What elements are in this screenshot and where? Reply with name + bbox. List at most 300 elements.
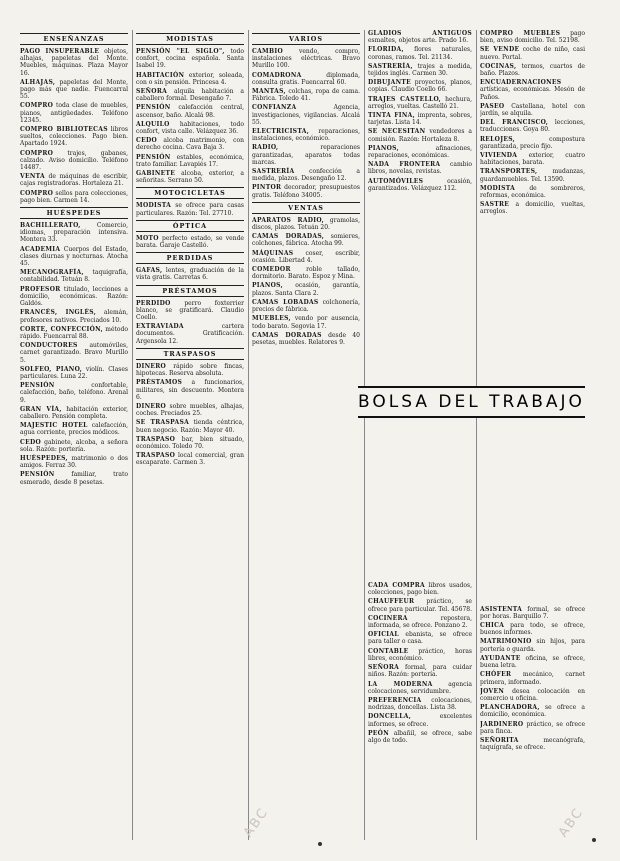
ad-body: perfecto estado, se vende barata. Garaje Castelló. [136,234,244,250]
ad-heading: MANTAS, [252,88,286,96]
ad-body: ocasión, garantizados. Velázquez 112. [368,177,472,192]
ad-heading: CAMAS DORADAS [252,331,322,339]
ad-body: coche de niño, casi nuevo. Portal. [480,46,585,61]
ad-body: agencia colocaciones, servidumbre. [368,680,472,695]
classified-ad [20,366,128,380]
classified-page [20,30,585,840]
ad-heading: ALQUILO [136,120,170,128]
ad-body: titulado, lecciones a domicilio, económicas. Razón: Galdós. [20,285,128,308]
ad-heading: PINTOR [252,184,282,192]
classified-ad [136,121,244,135]
section-heading: PERDIDAS [136,252,244,264]
ad-body: pago bien, aviso domicilio. Tel. 52198. [480,30,585,45]
ad-heading: MUEBLES, [252,315,291,323]
section-heading: MOTOCICLETAS [136,187,244,199]
ad-body: se ofrece para casas particulares. Razón: Tel. 27710. [136,202,244,217]
ad-heading: SEÑORA [136,88,168,96]
section-heading: TRASPASOS [136,348,244,360]
classified-ad [20,48,128,77]
ad-body: Comercio, idiomas, preparación intensiva. Montera 33. [20,222,128,244]
ad-body: ocasión, garantía, plazos. Santa Clara 2. [252,282,360,297]
ad-body: coser, escribir, ocasión. Libertad 4. [252,249,360,264]
ad-body: tienda céntrica, buen negocio. Razón: Mayor 40. [136,419,244,434]
ad-heading: PENSIÓN [20,471,55,479]
ad-body: excelentes informes, se ofrece. [368,713,472,728]
ad-body: a domicilio, vueltas, arreglos. [480,201,585,216]
ad-body: calefacción central, ascensor, baño. Alcalá 98. [136,104,244,119]
classified-ad [368,128,472,142]
ad-body: todo confort, cocina española. Santa Isabel 19. [136,48,244,70]
classified-ad [252,282,360,296]
ad-body: estables, económica, trato familiar. Lavapiés 17. [136,153,244,168]
ad-body: albañil, se ofrece, sabe algo de todo. [368,729,472,744]
ad-body: cartera documentos. Gratificación. Argensola 12. [136,323,244,345]
classified-ad [20,455,128,469]
classified-ad [20,222,128,244]
ad-body: Castellana, hotel con jardín, se alquila. [480,102,585,118]
ad-body: colchas, ropa de cama. Fábrica. Toledo 41. [252,88,360,103]
classified-ad [480,655,585,669]
ad-body: reparaciones garantizadas, aparatos todas marcas. [252,144,360,166]
column-5 [480,30,585,840]
classified-ad [480,671,585,685]
ad-heading: COCINAS, [480,62,517,70]
ad-heading: CAMAS DORADAS, [252,233,325,241]
ad-heading: RELOJES, [480,135,516,143]
ad-heading: CAMBIO [252,48,283,55]
classified-ad [20,190,128,204]
ad-body: vendo, compro, instalaciones eléctricas. Bravo Murillo 100. [252,48,360,70]
ad-body: decorador, presupuestos gratis. Teléfono 34005. [252,184,360,199]
classified-ad [368,79,472,93]
column-rule [132,30,133,840]
ad-heading: NADA FRONTERA [368,161,441,169]
classified-ad [136,452,244,466]
ad-body: mudanzas, guardamuebles. Tel. 13590. [480,168,585,183]
classified-ad [480,79,585,101]
classified-ad [368,582,472,596]
ad-body: roble tallado, dormitorio. Barato. Espoz y Mina. [252,266,360,281]
ad-body: desde 40 pesetas, muebles. Relatores 9. [252,331,360,346]
ad-heading: ENCUADERNACIONES [480,79,562,87]
ad-body: sobre muebles, alhajas, coches. Preciados 25. [136,402,244,418]
ad-heading: PENSIÓN [136,104,171,112]
ad-heading: COMPRO [20,149,54,157]
column-rule [248,30,249,840]
ad-heading: PERDIDO [136,299,171,307]
ad-heading: CADA COMPRA [368,582,425,590]
ad-heading: FRANCÉS, INGLÉS, [20,309,97,317]
classified-ad [20,246,128,268]
ad-body: gabinete, alcoba, a señora sola. Razón: portería. [20,438,128,453]
ad-heading: GLADIOS ANTIGUOS [368,30,472,37]
ad-heading: SEÑORA [368,664,400,672]
ad-body: alquila habitación a caballero formal. Desengaño 7. [136,88,244,103]
classified-ad [252,72,360,86]
classified-ad [480,638,585,652]
classified-ad [368,697,472,711]
ad-heading: JOVEN [480,687,505,695]
ad-body: termos, cuartos de baño. Plazos. [480,62,585,78]
ad-body: alcoba matrimonio, con derecho cocina. Cava Baja 3. [136,137,244,152]
column-1 [20,30,128,840]
classified-ad [252,104,360,126]
ad-heading: TINTA FINA, [368,112,416,120]
ad-body: local comercial, gran escaparate. Carmen 3. [136,452,244,467]
ad-heading: CAMAS LOBADAS [252,298,319,306]
ad-heading: PROFESOR [20,285,61,293]
classified-ad [20,471,128,485]
ad-body: exterior, soleada, con o sin pensión. Princesa 4. [136,71,244,86]
classified-ad [136,137,244,151]
ad-heading: TRASPASO [136,435,176,443]
ad-heading: MATRIMONIO [480,638,532,646]
ad-body: Agencia, investigaciones, vigilancias. Alcalá 55. [252,104,360,126]
ad-body: perro foxterrier blanco, se gratificará. Claudio Coello. [136,299,244,322]
ad-heading: PREFERENCIA [368,696,422,704]
ad-body: Cuerpos del Estado, clases diurnas y nocturnas. Atocha 45. [20,245,128,268]
ad-body: objetos, alhajas, papeletas del Monte. Muebles, máquinas. Plaza Mayor 16. [20,48,128,77]
ad-body: automóviles, carnet garantizado. Bravo Murillo 5. [20,342,128,364]
classified-ad [480,606,585,620]
ad-heading: VIVIENDA [480,152,518,160]
ad-body: a funcionarios, militares, sin descuento. Montera 6. [136,379,244,401]
ad-heading: CEDO [20,438,41,446]
abc-watermark: ABC [240,804,272,841]
ad-body: libros sueltos, colecciones. Pago bien. Apartado 1924. [20,126,128,148]
ad-heading: PASEO [480,102,505,110]
ad-heading: PRÉSTAMOS [136,379,183,387]
ad-heading: PENSIÓN [136,153,171,161]
classified-ad [480,63,585,77]
classified-ad [480,168,585,182]
ad-body: gramolas, discos, plazos. Tetuán 20. [252,216,360,232]
ad-body: sin hijos, para portería o guarda. [480,638,585,653]
classified-ad [136,72,244,86]
classified-ad [368,730,472,744]
ad-heading: PENSIÓN "EL SIGLO", [136,48,225,55]
ad-heading: PIANOS, [368,144,399,152]
ad-heading: MAJESTIC HOTEL [20,422,88,430]
ad-heading: PLANCHADORA, [480,704,540,712]
ad-heading: COMEDOR [252,266,291,274]
classified-ad [480,201,585,215]
classified-ad [136,235,244,249]
ad-body: calefacción, agua corriente, precios módicos. [20,422,128,437]
ad-body: mecánico, carnet primera, informado. [480,671,585,686]
ad-heading: MÁQUINAS [252,249,294,257]
ad-body: vendedores a comisión. Razón: Hortaleza 8. [368,128,472,143]
classified-ad [368,615,472,629]
classified-ad [252,332,360,346]
ad-body: práctico, se ofrece para particular. Tel. 45678. [368,598,472,613]
ad-body: ebanista, se ofrece para taller o casa. [368,631,472,646]
classified-ad [252,217,360,231]
ad-heading: COMADRONA [252,71,302,79]
ad-body: de sombreros, reformas, económica. [480,184,585,200]
classified-ad [20,126,128,148]
section-heading: ENSEÑANZAS [20,33,128,45]
ad-body: habitaciones, todo confort, vista calle. Velázquez 36. [136,120,244,136]
classified-ad [252,266,360,280]
classified-ad [136,379,244,401]
classified-ad [136,202,244,216]
ad-body: formal, para cuidar niños. Razón: portería. [368,664,472,679]
ad-heading: MECANOGRAFÍA, [20,269,84,277]
ad-body: confortable, calefacción, baño, teléfono. Arenal 9. [20,382,128,404]
ad-body: hechura, arreglos, vueltas. Castelló 21. [368,95,472,110]
ad-body: de máquinas de escribir, cajas registradoras. Hortaleza 21. [20,173,128,188]
ad-heading: BACHILLERATO, [20,222,81,230]
ad-body: somieres, colchones, fábrica. Atocha 99. [252,233,360,248]
ad-body: toda clase de muebles, pianos, antigüedades. Teléfono 12345. [20,102,128,124]
ad-body: vendo por ausencia, todo barato. Segovia 17. [252,315,360,330]
classified-ad [136,267,244,281]
ad-body: repostera, informada, se ofrece. Ponzano 2. [368,614,472,630]
ad-heading: SE TRASPASA [136,419,190,427]
classified-ad [136,300,244,322]
classified-ad [20,326,128,340]
ad-heading: AYUDANTE [480,654,521,662]
ad-body: cambio libros, novelas, revistas. [368,161,472,176]
classified-ad [252,184,360,198]
ad-body: se ofrece a domicilio, económica. [480,704,585,719]
ad-heading: CHICA [480,622,505,630]
ad-heading: DINERO [136,362,167,370]
classified-ad [480,721,585,735]
classified-ad [136,170,244,184]
classified-ad [252,48,360,70]
print-mark [592,838,596,842]
ad-heading: EXTRAVIADA [136,323,184,331]
classified-ad [252,315,360,329]
ad-heading: GAFAS, [136,267,163,275]
ad-heading: ELECTRICISTA, [252,128,310,136]
ad-heading: PENSIÓN [20,382,55,390]
ad-heading: CONDUCTORES [20,342,78,350]
ad-heading: ACADEMIA [20,245,61,253]
ad-body: para todo, se ofrece, buenos informes. [480,622,585,637]
classified-ad [136,323,244,345]
ad-heading: COMPRO MUEBLES [480,30,561,37]
classified-ad [136,88,244,102]
ad-body: alemán, profesores nativos. Preciados 10. [20,309,128,324]
ad-body: colocaciones, nodrizas, doncellas. Lista 38. [368,696,472,712]
ad-body: desea colocación en comercio u oficina. [480,687,585,702]
ad-body: práctico, se ofrece para finca. [480,720,585,735]
classified-ad [136,403,244,417]
ad-body: flores naturales, coronas, ramos. Tel. 21134. [368,46,472,61]
classified-ad [136,363,244,377]
ad-heading: ALHAJAS, [20,78,56,86]
classified-ad [136,104,244,118]
section-heading: ÓPTICA [136,220,244,232]
ad-heading: FLORIDA, [368,46,404,54]
ad-heading: LA MODERNA [368,680,433,688]
classified-ad [480,136,585,150]
ad-body: esmaltes, objetos arte. Prado 16. [368,37,469,45]
classified-ad [368,648,472,662]
classified-ad [368,681,472,695]
ad-heading: PEÓN [368,729,389,737]
ad-heading: RADIO, [252,144,279,152]
ad-heading: GRAN VÍA, [20,405,62,413]
classified-ad [20,102,128,124]
classified-ad [20,406,128,420]
ad-heading: CHAUFFEUR [368,598,415,606]
ad-body: lentes, graduación de la vista gratis. Carretas 6. [136,267,244,282]
ad-heading: SE NECESITAN [368,128,426,136]
ad-body: proyectos, planos, copias. Claudio Coello 66. [368,79,472,94]
ad-body: habitación exterior, caballero. Pensión completa. [20,405,128,420]
classified-ad [20,286,128,308]
ad-heading: HUÉSPEDES, [20,454,68,462]
ad-heading: DONCELLA, [368,713,412,721]
ad-heading: JARDINERO [480,720,524,728]
ad-heading: APARATOS RADIO, [252,216,324,224]
ad-body: imprenta, sobres, tarjetas. Lista 14. [368,112,472,127]
ad-heading: TRANSPORTES, [480,168,538,176]
column-2 [136,30,244,840]
ad-heading: PIANOS, [252,282,283,290]
ad-body: lecciones, traducciones. Goya 80. [480,119,585,134]
classified-ad [252,144,360,166]
classified-ad [252,168,360,182]
ad-heading: SASTRERÍA, [368,62,413,70]
classified-ad [368,664,472,678]
ad-heading: ASISTENTA [480,605,523,613]
classified-ad [368,631,472,645]
ad-heading: SASTRE [480,201,510,209]
ad-heading: AUTOMÓVILES [368,177,424,185]
classified-ad [480,622,585,636]
classified-ad [368,178,472,192]
ad-heading: MODISTA [136,202,172,210]
classified-ad [368,161,472,175]
section-heading: HUÉSPEDES [20,207,128,219]
ad-body: rápido sobre fincas, hipotecas. Reserva absoluta. [136,362,244,378]
column-3 [252,30,360,840]
classified-ad [136,419,244,433]
ad-heading: MOTO [136,234,159,242]
column-rule [364,30,365,840]
ad-body: método rápido. Fuencarral 88. [20,325,128,340]
classified-ad [368,112,472,126]
ad-body: confección a medida, plazos. Desengaño 12. [252,168,360,183]
classified-ad [20,342,128,364]
ad-heading: TRASPASO [136,452,176,460]
ad-body: familiar, trato esmerado, desde 8 pesetas. [20,471,128,486]
ad-body: exterior, cuatro habitaciones, barata. [480,152,585,167]
column-4 [368,30,472,840]
ad-body: papeletas del Monte, pago más que nadie. Fuencarral 55. [20,78,128,101]
classified-ad [20,150,128,172]
classified-ad [252,88,360,102]
ad-heading: PAGO INSUPERABLE [20,48,100,55]
section-heading: VENTAS [252,202,360,214]
classified-ad [20,269,128,283]
ad-body: artísticas, económicas. Mesón de Paños. [480,86,585,101]
ad-heading: TRAJES CASTELLO, [368,95,442,103]
ad-heading: OFICIAL [368,631,399,639]
classified-ad [20,382,128,404]
classified-ad [368,63,472,77]
ad-body: formal, se ofrece por horas. Barquillo 7. [480,605,585,620]
ad-heading: COMPRO BIBLIOTECAS [20,126,108,134]
abc-watermark: ABC [555,804,587,841]
classified-ad [252,233,360,247]
classified-ad [252,250,360,264]
print-mark [318,842,322,846]
ad-body: trajes a medida, tejidos inglés. Carmen 30. [368,62,472,78]
ad-heading: SEÑORITA [480,736,519,744]
classified-ad [368,713,472,727]
ad-body: trajes, gabanes, calzado. Aviso domicilio. Teléfono 14487. [20,149,128,172]
classified-ad [136,154,244,168]
ad-body: mecanógrafa, taquígrafa, se ofrece. [480,736,585,752]
ad-body: matrimonio o dos amigos. Ferraz 30. [20,454,128,470]
classified-ad [368,598,472,612]
ad-heading: GABINETE [136,170,176,178]
ad-heading: VENTA [20,173,46,181]
ad-heading: COCINERA [368,614,408,622]
ad-body: sellos para colecciones, pago bien. Carmen 14. [20,189,128,204]
ad-body: práctico, horas libres, económico. [368,647,472,662]
classified-ad [480,30,585,44]
ad-heading: HABITACIÓN [136,71,185,79]
ad-heading: DINERO [136,402,167,410]
classified-ad [368,96,472,110]
classified-ad [480,46,585,60]
ad-body: taquigrafía, contabilidad. Tetuán 8. [20,269,128,284]
ad-heading: CEDO [136,137,157,145]
ad-heading: DEL FRANCISCO, [480,119,549,127]
bolsa-del-trabajo-banner: BOLSA DEL TRABAJO [358,386,585,418]
classified-ad [480,185,585,199]
ad-heading: MODISTA [480,184,516,192]
ad-heading: CONFIANZA [252,104,297,112]
ad-body: diplomada, consulta gratis. Fuencarral 60. [252,71,360,86]
column-rule [476,30,477,840]
classified-ad [20,173,128,187]
section-heading: VARIOS [252,33,360,45]
ad-body: libros usados, colecciones, pago bien. [368,582,472,597]
classified-ad [20,439,128,453]
ad-body: alcoba, exterior, a señoritas. Serrano 50. [136,170,244,185]
classified-ad [480,119,585,133]
ad-heading: COMPRO [20,189,54,197]
ad-heading: CORTE, CONFECCIÓN, [20,325,103,333]
ad-body: reparaciones, instalaciones, económico. [252,128,360,143]
classified-ad [480,704,585,718]
classified-ad [20,79,128,101]
classified-ad [252,299,360,313]
ad-body: afinaciones, reparaciones, económicas. [368,144,472,160]
classified-ad [252,128,360,142]
ad-body: violín. Clases particulares. Luna 22. [20,365,128,380]
classified-ad [480,737,585,751]
classified-ad [480,152,585,166]
ad-body: compostura garantizada, precio fijo. [480,135,585,150]
classified-ad [368,46,472,60]
ad-heading: SOLFEO, PIANO, [20,365,83,373]
classified-ad [480,688,585,702]
ad-heading: SE VENDE [480,46,520,54]
ad-heading: SASTRERÍA [252,168,295,176]
classified-ad [368,145,472,159]
ad-body: oficina, se ofrece, buena letra. [480,654,585,670]
ad-heading: CHÓFER [480,671,512,679]
